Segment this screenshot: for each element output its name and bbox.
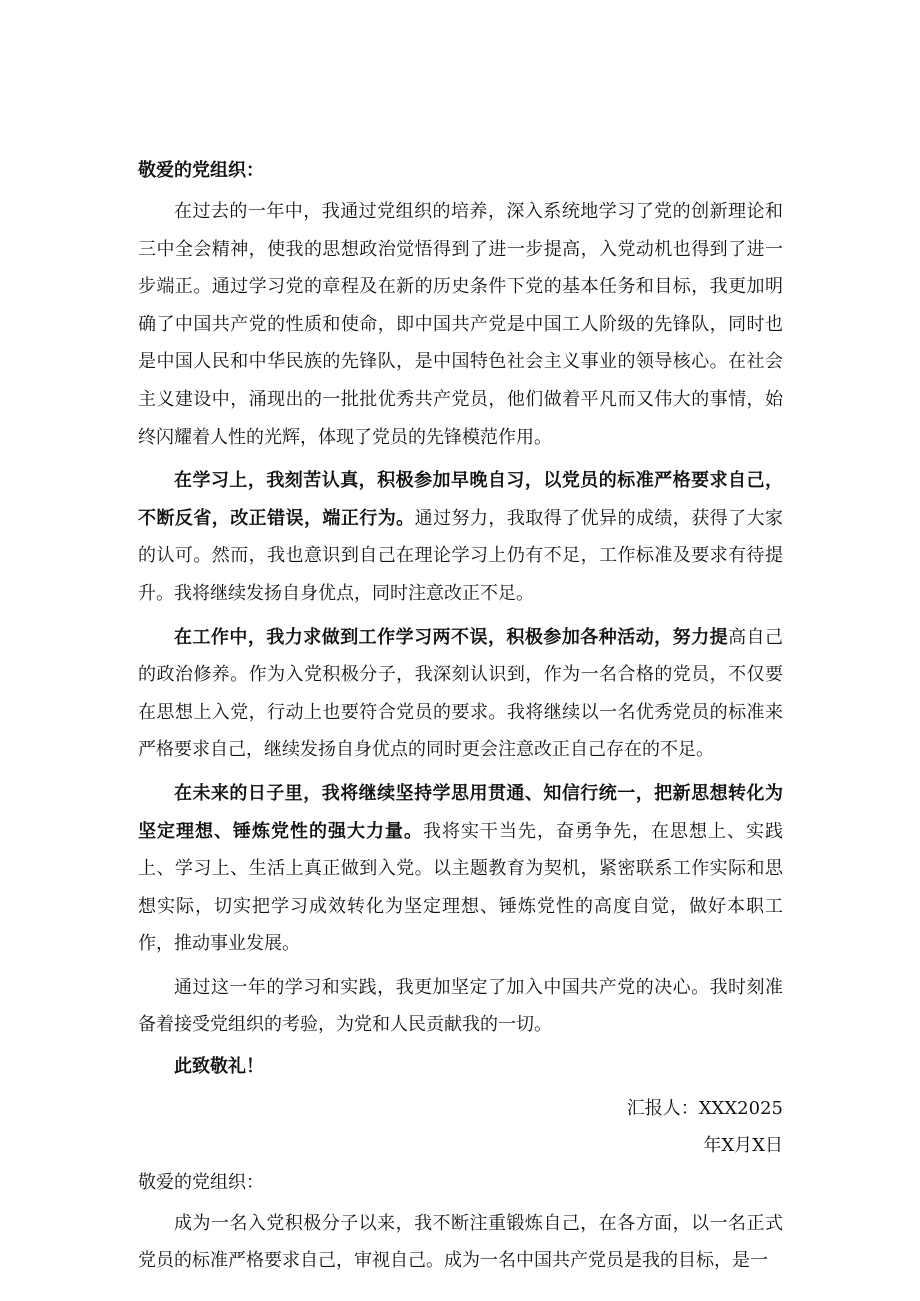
paragraph-3-bold: 在工作中，我力求做到工作学习两不误，积极参加各种活动，努力提 <box>174 626 729 648</box>
document-page <box>138 152 783 1280</box>
signature-reporter: 汇报人：XXX2025 <box>626 1097 783 1119</box>
paragraph-2-text: 通过努力，我取得了优异的成绩，获得了大家的认可。然而，我也意识到自己在理论学习上仍有不足，工作标准及要求有待提升。我将继续发扬自身优点，同时注意改正不足。 <box>138 507 784 604</box>
signature-date: 年X月X日 <box>703 1134 783 1156</box>
paragraph-2-1: 成为一名入党积极分子以来，我不断注重锻炼自己，在各方面，以一名正式党员的标准严格要求自己，审视自己。成为一名中国共产党员是我的目标，是一 <box>138 1212 783 1272</box>
paragraph-3 <box>138 619 783 769</box>
salutation-2: 敬爱的党组织： <box>138 1171 264 1193</box>
paragraph-4-bold: 在未来的日子里，我将继续坚持学思用贯通、知信行统一，把新思想转化为坚定理想、锤炼党性的强大力量。 <box>138 782 783 842</box>
paragraph-5: 通过这一年的学习和实践，我更加坚定了加入中国共产党的决心。我时刻准备着接受党组织的考验，为党和人民贡献我的一切。 <box>138 976 783 1036</box>
paragraph-2-bold: 在学习上，我刻苦认真，积极参加早晚自习，以党员的标准严格要求自己，不断反省，改正错误，端正行为。 <box>138 470 783 529</box>
paragraph-1: 在过去的一年中，我通过党组织的培养，深入系统地学习了党的创新理论和三中全会精神，使我的思想政治觉悟得到了进一步提高，入党动机也得到了进一步端正。通过学习党的章程及在新的历史条件下党的基本任务和目标，我更加明确了中国共产党的性质和使命，即中国共产党是中国工人阶级的先锋队，同时也是中国人民和中华民族的先锋队，是中国特色社会主义事业的领导核心。在社会主义建设中，涌现出的一批批优秀共产党员，他们做着平凡而又伟大的事情，始终闪耀着人性的光辉，体现了党员的先锋模范作用。 <box>138 201 783 448</box>
paragraph-3-text: 高自己的政治修养。作为入党积极分子，我深刻认识到，作为一名合格的党员，不仅要在思想上入党，行动上也要符合党员的要求。我将继续以一名优秀党员的标准来严格要求自己，继续发扬自身优点的同时更会注意改正自己存在的不足。 <box>138 626 783 761</box>
paragraph-4 <box>138 775 783 963</box>
salutation: 敬爱的党组织： <box>138 160 264 181</box>
paragraph-2 <box>138 462 783 612</box>
closing-line: 此致敬礼！ <box>174 1056 264 1078</box>
paragraph-4-text: 我将实干当先，奋勇争先，在思想上、实践上、学习上、生活上真正做到入党。以主题教育为契机，紧密联系工作实际和思想实际，切实把学习成效转化为坚定理想、锤炼党性的高度自觉，做好本职工作，推动事业发展。 <box>138 820 783 955</box>
